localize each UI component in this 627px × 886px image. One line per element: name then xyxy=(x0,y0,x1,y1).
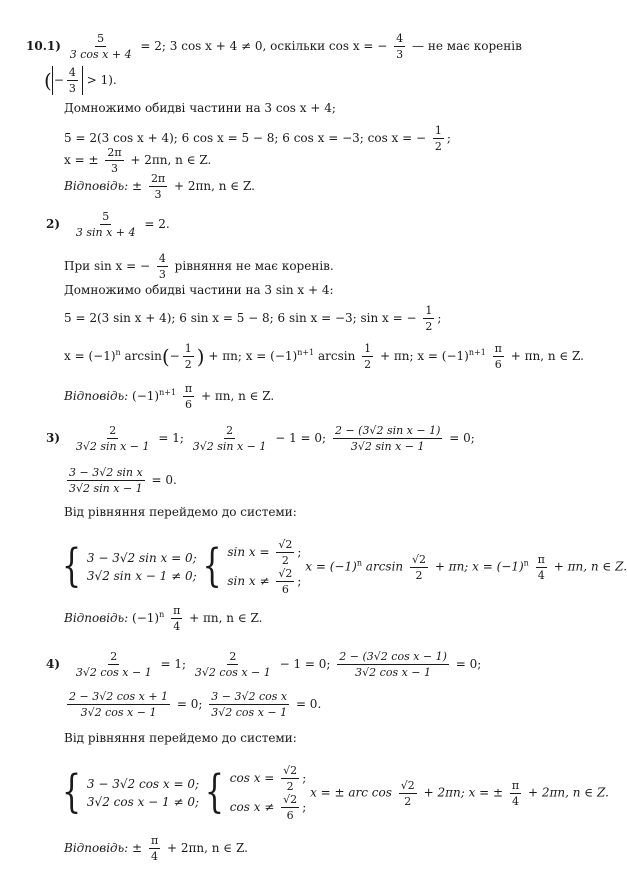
problem-1-line-4: 5 = 2(3 cos x + 4); 6 cos x = 5 − 8; 6 cos x = −3; cos x = − $\frac{1}{2}$ ; xyxy=(64,124,451,153)
fraction: $\frac{\pi}{4}$ xyxy=(511,778,520,808)
fraction: $\frac{√2}{6}$ xyxy=(283,793,298,822)
fraction: $\frac{√2}{2}$ xyxy=(411,552,426,582)
problem-4-line-1: 4) $\frac{2}{\text{3√2 cos x − 1}}$ = 1; $\frac{2}{\text{3√2 cos x − 1}}$ − 1 = 0; $\frac{\text{2 − (3√2 cos x − 1)}}{\text{3√2 cos x − 1}}$ = 0; xyxy=(46,650,482,679)
equation-text: 5 = 2(3 cos x + 4); 6 cos x = 5 − 8; 6 cos x = −3; cos x = − xyxy=(64,131,427,145)
problem-2-line-4: 5 = 2(3 sin x + 4); 6 sin x = 5 − 8; 6 sin x = −3; sin x = − $\frac{1}{2}$ ; xyxy=(64,304,442,333)
fraction: $\frac{1}{2}$ xyxy=(184,342,192,371)
answer-label: Відповідь: xyxy=(64,611,129,625)
problem-3-system: { 3 − 3√2 sin x = 0; 3√2 sin x − 1 ≠ 0; { sin x = $\frac{√2}{2}$ ; sin x ≠ $\frac{√2}{6}$ ; $x = (-1)^n$ arcsin $\frac{√2}{2}$ + πn; $x = (-1)^n$ $\frac{\pi}{4}$ + πn, n ∈ Z. xyxy=(62,538,627,596)
fraction: $\frac{2}{\text{3√2 sin x − 1}}$ xyxy=(75,424,150,453)
fraction: $\frac{4}{3}$ xyxy=(68,66,76,95)
fraction: $\frac{4}{3}$ xyxy=(158,252,166,281)
text-line: Від рівняння перейдемо до системи: xyxy=(64,505,297,519)
fraction: $\frac{1}{2}$ xyxy=(434,124,442,153)
equation-text: x = ± xyxy=(64,153,99,167)
fraction: $\frac{\pi}{6}$ xyxy=(184,382,193,411)
problem-3-line-2: $\frac{\text{3 − 3√2 sin x}}{\text{3√2 sin x − 1}}$ = 0. xyxy=(69,466,177,495)
text-line: Домножимо обидві частини на 3 cos x + 4; xyxy=(64,101,336,115)
equation-text: — не має коренів xyxy=(412,39,522,53)
fraction: $\frac{\text{3 − 3√2 cos x}}{\text{3√2 cos x − 1}}$ xyxy=(211,690,288,719)
system-left: 3 − 3√2 cos x = 0; 3√2 cos x − 1 ≠ 0; xyxy=(86,777,200,809)
equation-text: + 2πn, n ∈ Z. xyxy=(130,153,212,167)
fraction: $\frac{2\pi}{3}$ xyxy=(150,172,166,201)
problem-label: 2) xyxy=(46,217,61,231)
equation-text: = 2; 3 cos x + 4 ≠ 0, оскільки cos x = − xyxy=(140,39,388,53)
answer-label: Відповідь: xyxy=(64,179,129,193)
fraction: $\frac{√2}{6}$ xyxy=(278,567,293,596)
fraction: $\frac{\text{2 − 3√2 cos x + 1}}{\text{3√2 cos x − 1}}$ xyxy=(69,690,169,719)
fraction: $\frac{2}{\text{3√2 cos x − 1}}$ xyxy=(194,650,271,679)
problem-label: 10.1) xyxy=(26,39,61,53)
problem-1-line-2: ( − $\frac{4}{3}$ > 1). xyxy=(44,66,117,95)
fraction: $\frac{\text{2 − (3√2 cos x − 1)}}{\text{3√2 cos x − 1}}$ xyxy=(339,650,447,679)
fraction: $\frac{\text{3 − 3√2 sin x}}{\text{3√2 sin x − 1}}$ xyxy=(69,466,143,495)
fraction: $\frac{√2}{2}$ xyxy=(283,764,298,793)
fraction: $\frac{5}{\text{3 sin x + 4}}$ xyxy=(75,210,136,239)
fraction: $\frac{\pi}{6}$ xyxy=(494,342,502,371)
answer-label: Відповідь: xyxy=(64,841,129,855)
problem-1-line-5 xyxy=(64,146,211,175)
fraction: $\frac{1}{2}$ xyxy=(364,342,372,371)
system-left: 3 − 3√2 sin x = 0; 3√2 sin x − 1 ≠ 0; xyxy=(86,551,197,583)
problem-label: 3) xyxy=(46,431,61,445)
fraction: $\frac{2}{\text{3√2 cos x − 1}}$ xyxy=(75,650,152,679)
system-right: sin x = $\frac{√2}{2}$ ; sin x ≠ $\frac{√2}{6}$ ; xyxy=(227,538,302,596)
problem-4-line-2: $\frac{\text{2 − 3√2 cos x + 1}}{\text{3√2 cos x − 1}}$ = 0; $\frac{\text{3 − 3√2 cos x}}{\text{3√2 cos x − 1}}$ = 0. xyxy=(69,690,322,719)
fraction: $\frac{\text{2 − (3√2 sin x − 1)}}{\text{3√2 sin x − 1}}$ xyxy=(334,424,441,453)
text-line: Від рівняння перейдемо до системи: xyxy=(64,731,297,745)
answer-line: Відповідь: $(-1)^{n+1}$ $\frac{\pi}{6}$ + πn, n ∈ Z. xyxy=(64,382,275,411)
fraction: $\frac{2}{\text{3√2 sin x − 1}}$ xyxy=(192,424,267,453)
fraction: $\frac{1}{2}$ xyxy=(425,304,433,333)
fraction: $\frac{2\pi}{3}$ xyxy=(107,146,122,175)
problem-3-line-1: 3) $\frac{2}{\text{3√2 sin x − 1}}$ = 1; $\frac{2}{\text{3√2 sin x − 1}}$ − 1 = 0; $\frac{\text{2 − (3√2 sin x − 1)}}{\text{3√2 sin x − 1}}$ = 0; xyxy=(46,424,475,453)
problem-2-line-5: $x = (-1)^n$ arcsin(− $\frac{1}{2}$ ) + πn; $x = (-1)^{n+1}$ arcsin $\frac{1}{2}$ + πn; $x = (-1)^{n+1}$ $\frac{\pi}{6}$ + πn, n ∈ Z. xyxy=(64,342,584,371)
answer-line: Відповідь: ± $\frac{2\pi}{3}$ + 2πn, n ∈ Z. xyxy=(64,172,255,201)
answer-line: Відповідь: ± $\frac{\pi}{4}$ + 2πn, n ∈ Z. xyxy=(64,834,248,863)
fraction: $\frac{\pi}{4}$ xyxy=(173,604,181,633)
fraction: $\frac{5}{\text{3 cos x + 4}}$ xyxy=(69,32,132,61)
text-line: Домножимо обидві частини на 3 sin x + 4: xyxy=(64,283,334,297)
system-right: cos x = $\frac{√2}{2}$ ; cos x ≠ $\frac{√2}{6}$ ; xyxy=(229,764,307,822)
equation-text: > 1). xyxy=(86,73,117,87)
fraction: $\frac{\pi}{4}$ xyxy=(150,834,159,863)
problem-label: 4) xyxy=(46,657,61,671)
answer-line: Відповідь: $(-1)^n$ $\frac{\pi}{4}$ + πn, n ∈ Z. xyxy=(64,604,263,633)
fraction: $\frac{4}{3}$ xyxy=(396,32,404,61)
answer-label: Відповідь: xyxy=(64,389,129,403)
fraction: $\frac{\pi}{4}$ xyxy=(537,552,545,582)
problem-2-line-1: 2) $\frac{5}{\text{3 sin x + 4}}$ = 2. xyxy=(46,210,170,239)
problem-1-line-1 xyxy=(26,32,522,61)
problem-2-line-2: При sin x = − $\frac{4}{3}$ рівняння не має коренів. xyxy=(64,252,334,281)
problem-4-system: { 3 − 3√2 cos x = 0; 3√2 cos x − 1 ≠ 0; { cos x = $\frac{√2}{2}$ ; cos x ≠ $\frac{√2}{6}$ ; x = ± arc cos $\frac{√2}{2}$ + 2πn; x = ± $\frac{\pi}{4}$ + 2πn, n ∈ Z. xyxy=(62,764,609,822)
fraction: $\frac{√2}{2}$ xyxy=(400,778,415,808)
fraction: $\frac{√2}{2}$ xyxy=(278,538,293,567)
